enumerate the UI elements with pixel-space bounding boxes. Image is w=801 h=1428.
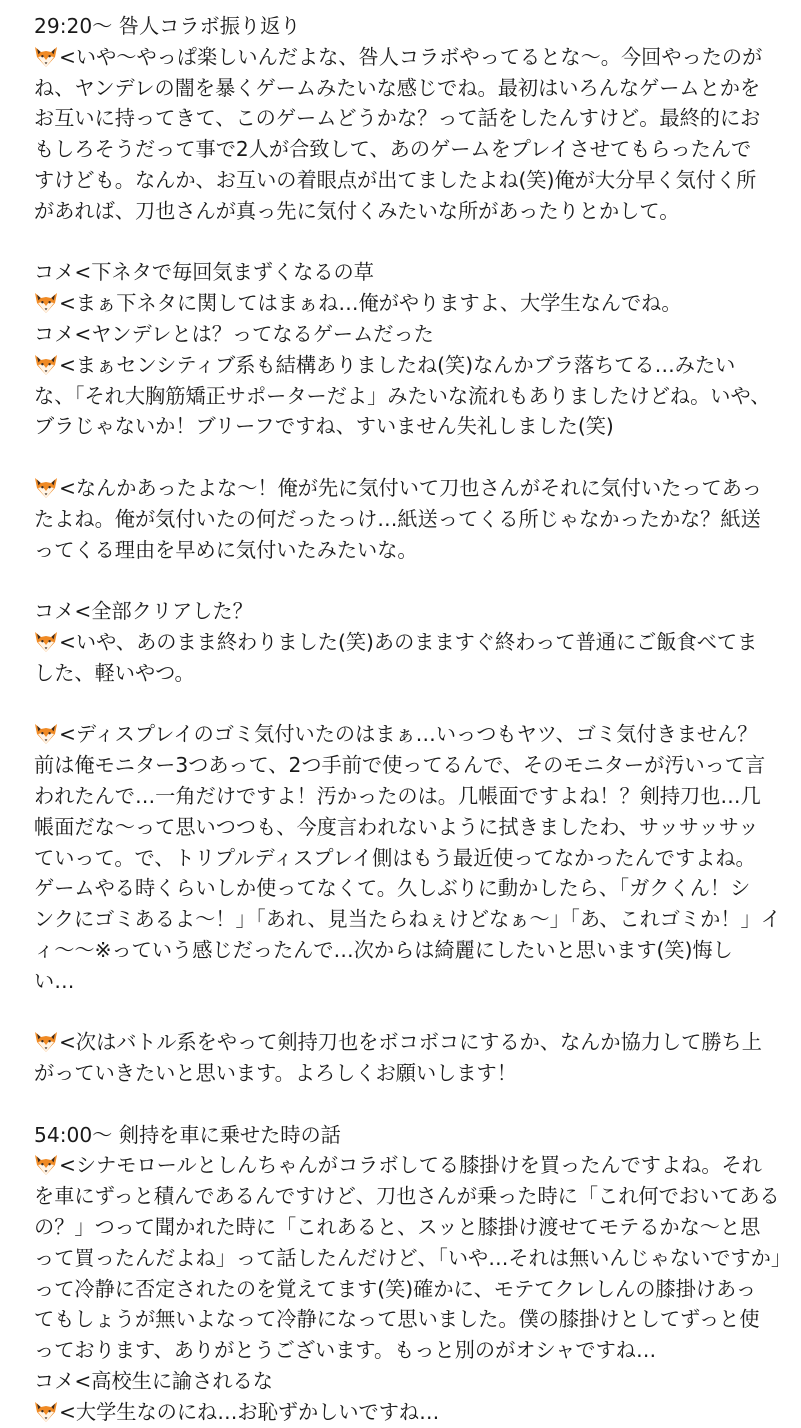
line-text: っております、ありがとうございます。もっと別のがオシャですね…	[34, 1338, 657, 1363]
line-text: コメ<高校生に諭されるな	[34, 1369, 273, 1394]
line-text: コメ<ヤンデレとは？ってなるゲームだった	[34, 321, 434, 346]
line-text: <なんかあったよな〜！俺が先に気付いて刀也さんがそれに気付いたってあっ	[59, 475, 762, 500]
speaker-line	[34, 1243, 792, 1274]
comment-line	[34, 596, 787, 627]
speaker-line	[34, 535, 787, 566]
speaker-line	[34, 73, 787, 104]
speaker-line	[34, 473, 787, 504]
line-text: <ディスプレイのゴミ気付いたのはまぁ…いっつもヤツ、ゴミ気付きません？	[59, 722, 758, 747]
speaker-line	[34, 627, 787, 658]
paragraph-spacer	[34, 1089, 787, 1120]
speaker-line	[34, 873, 787, 904]
speaker-line	[34, 288, 787, 319]
speaker-line	[34, 350, 787, 381]
line-text: 帳面だな〜って思いつつも、今度言われないように拭きましたわ、サッサッサッ	[34, 814, 759, 839]
line-text: の？」つって聞かれた時に「これあると、スッと膝掛け渡せてモテるかな〜と思	[34, 1215, 761, 1240]
fox-face-icon	[34, 631, 58, 653]
fox-face-icon	[34, 1401, 58, 1423]
line-text: コメ<下ネタで毎回気まずくなるの草	[34, 260, 374, 285]
speaker-line	[34, 1058, 787, 1089]
line-text: お互いに持ってきて、このゲームどうかな？って話をしたんすけど。最終的にお	[34, 106, 761, 131]
line-text: って買ったんだよね」って話したんだけど、「いや…それは無いんじゃないですか」	[34, 1245, 792, 1270]
speaker-line	[34, 1304, 787, 1335]
line-text: <いや〜やっぱ楽しいんだよな、咎人コラボやってるとな〜。今回やったのが	[59, 44, 763, 69]
comment-line	[34, 319, 787, 350]
line-text: ィ〜〜※っていう感じだったんで…次からは綺麗にしたいと思います(笑)悔し	[34, 937, 733, 962]
fox-face-icon	[34, 477, 58, 499]
comment-line	[34, 257, 787, 288]
line-text: たよね。俺が気付いたの何だったっけ…紙送ってくる所じゃなかったかな？紙送	[34, 506, 761, 531]
line-text: <次はバトル系をやって剣持刀也をボコボコにするか、なんか協力して勝ち上	[59, 1030, 762, 1055]
speaker-line	[34, 42, 787, 73]
speaker-line	[34, 719, 787, 750]
line-text: い…	[34, 968, 75, 993]
line-text: <いや、あのまま終わりました(笑)あのまますぐ終わって普通にご飯食べてま	[59, 629, 758, 654]
speaker-line	[34, 411, 787, 442]
paragraph-spacer	[34, 565, 787, 596]
speaker-line	[34, 1397, 787, 1428]
speaker-line	[34, 781, 787, 812]
line-text: コメ<全部クリアした？	[34, 599, 253, 624]
line-text: <まぁ下ネタに関してはまぁね…俺がやりますよ、大学生なんでね。	[59, 291, 682, 316]
line-text: があれば、刀也さんが真っ先に気付くみたいな所があったりとかして。	[34, 198, 680, 223]
speaker-line	[34, 1181, 787, 1212]
section-title: 29:20〜 咎人コラボ振り返り	[34, 14, 301, 38]
speaker-line	[34, 1335, 787, 1366]
line-text: を車にずっと積んであるんですけど、刀也さんが乗った時に「これ何でおいてある	[34, 1184, 780, 1209]
line-text: ていって。で、トリプルディスプレイ側はもう最近使ってなかったんですよね。	[34, 845, 756, 870]
paragraph-spacer	[34, 442, 787, 473]
speaker-line	[34, 134, 787, 165]
speaker-line	[34, 1212, 787, 1243]
line-text: <シナモロールとしんちゃんがコラボしてる膝掛けを買ったんですよね。それ	[59, 1153, 762, 1178]
speaker-line	[34, 196, 787, 227]
line-text: ね、ヤンデレの闇を暴くゲームみたいな感じでね。最初はいろんなゲームとかを	[34, 75, 761, 100]
speaker-line	[34, 1150, 787, 1181]
speaker-line	[34, 165, 787, 196]
speaker-line	[34, 1274, 787, 1305]
speaker-line	[34, 103, 787, 134]
line-text: って冷静に否定されたのを覚えてます(笑)確かに、モテてクレしんの膝掛けあっ	[34, 1276, 757, 1301]
fox-face-icon	[34, 1154, 58, 1176]
line-text: <大学生なのにね…お恥ずかしいですね…	[59, 1399, 440, 1424]
line-text: すけども。なんか、お互いの着眼点が出てましたよね(笑)俺が大分早く気付く所	[34, 167, 757, 192]
fox-face-icon	[34, 46, 58, 68]
paragraph-spacer	[34, 689, 787, 720]
fox-face-icon	[34, 1031, 58, 1053]
speaker-line	[34, 843, 787, 874]
paragraph-spacer	[34, 227, 787, 258]
line-text: ってくる理由を早めに気付いたみたいな。	[34, 537, 418, 562]
fox-face-icon	[34, 354, 58, 376]
line-text: ンクにゴミあるよ〜！」「あれ、見当たらねぇけどなぁ〜」「あ、これゴミか！」イ	[34, 907, 781, 932]
paragraph-spacer	[34, 997, 787, 1028]
line-text: てもしょうが無いよなって冷静になって思いました。僕の膝掛けとしてずっと使	[34, 1307, 760, 1332]
line-text: な、「それ大胸筋矯正サポーターだよ」みたいな流れもありましたけどね。いや、	[34, 383, 771, 408]
line-text: もしろそうだって事で2人が合致して、あのゲームをプレイさせてもらったんで	[34, 137, 752, 162]
speaker-line	[34, 904, 787, 935]
speaker-line	[34, 812, 787, 843]
speaker-line	[34, 504, 787, 535]
line-text: われたんで…一角だけですよ！汚かったのは。几帳面ですよね！？剣持刀也…几	[34, 783, 761, 808]
speaker-line	[34, 658, 787, 689]
fox-face-icon	[34, 723, 58, 745]
line-text: した、軽いやつ。	[34, 660, 195, 685]
line-text: ゲームやる時くらいしか使ってなくて。久しぶりに動かしたら、「ガクくん！シ	[34, 876, 751, 901]
line-text: ブラじゃないか！ブリーフですね、すいません失礼しました(笑)	[34, 414, 614, 439]
speaker-line	[34, 381, 787, 412]
line-text: がっていきたいと思います。よろしくお願いします！	[34, 1061, 517, 1086]
line-text: <まぁセンシティブ系も結構ありましたね(笑)なんかブラ落ちてる…みたい	[59, 352, 736, 377]
speaker-line	[34, 750, 787, 781]
section-title: 54:00〜 剣持を車に乗せた時の話	[34, 1122, 341, 1147]
line-text: 前は俺モニター3つあって、2つ手前で使ってるんで、そのモニターが汚いって言	[34, 753, 766, 778]
fox-face-icon	[34, 292, 58, 314]
speaker-line	[34, 935, 787, 966]
speaker-line	[34, 1027, 787, 1058]
comment-line	[34, 1366, 787, 1397]
speaker-line	[34, 966, 787, 997]
